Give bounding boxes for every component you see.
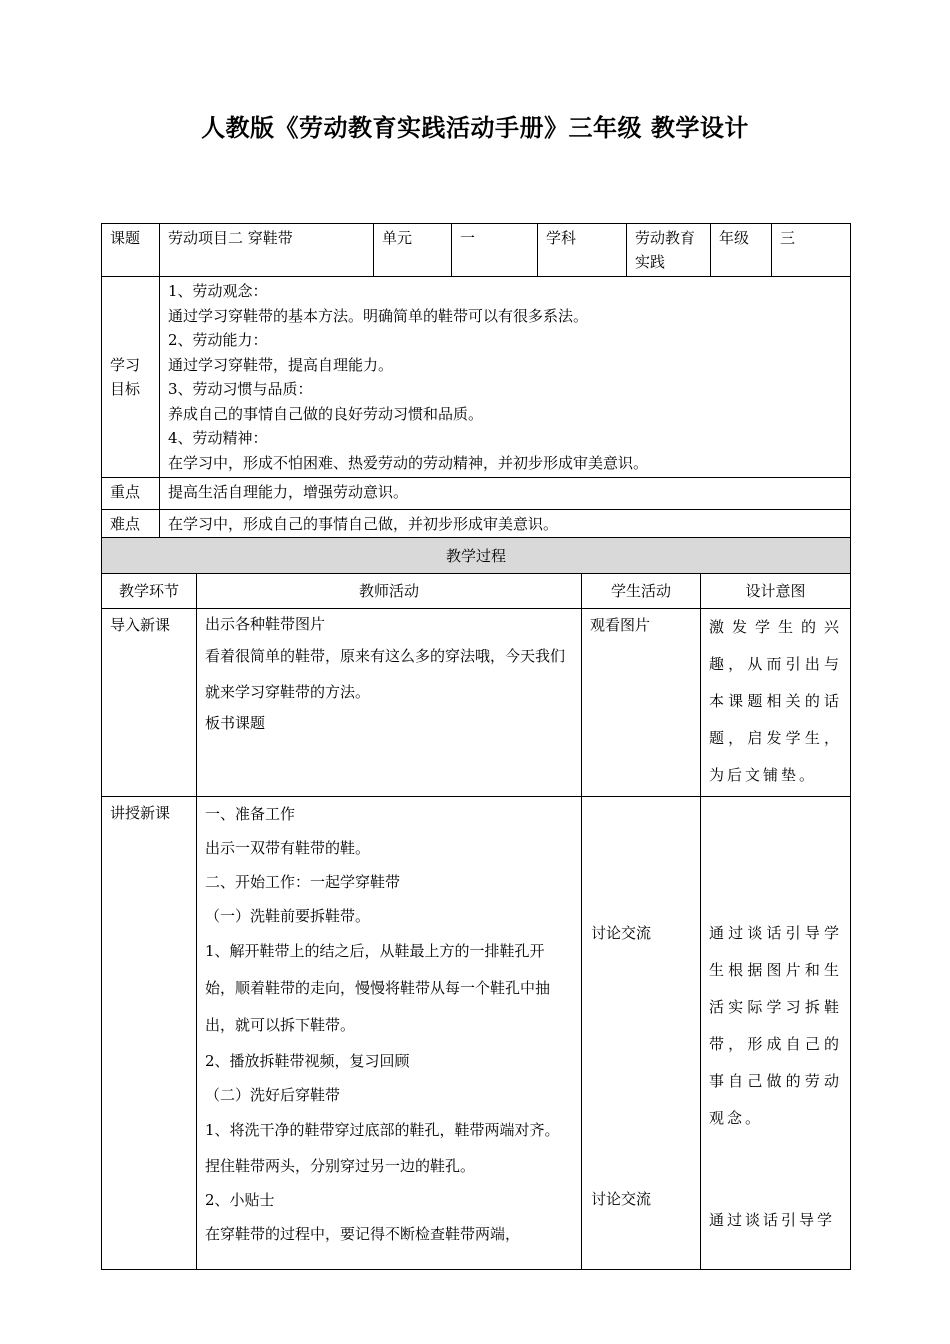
subject-label: 学科 [538, 224, 627, 277]
subject-value: 劳动教育实践 [627, 224, 711, 277]
teacher-line: （一）洗鞋前要拆鞋带。 [205, 907, 371, 925]
teacher-line: 1、解开鞋带上的结之后，从鞋最上方的一排鞋孔开始，顺着鞋带的走向，慢慢将鞋带从每一个鞋孔中抽出，就可以拆下鞋带。 [205, 942, 551, 1034]
goals-line: 通过学习穿鞋带的基本方法。明确简单的鞋带可以有很多系法。 [168, 306, 589, 325]
stage-cell: 导入新课 [102, 609, 197, 797]
teacher-line: （二）洗好后穿鞋带 [205, 1086, 341, 1104]
student-cell [582, 609, 701, 797]
teacher-cell [197, 797, 582, 1270]
column-header: 设计意图 [701, 574, 851, 609]
info-table [101, 223, 851, 541]
difficulty-value: 在学习中，形成自己的事情自己做，并初步形成审美意识。 [160, 510, 851, 541]
process-header: 教学过程 [102, 538, 851, 574]
document-title: 人教版《劳动教育实践活动手册》三年级 教学设计 [201, 113, 749, 142]
teacher-line: 出示一双带有鞋带的鞋。 [205, 839, 371, 857]
teacher-line: 一、准备工作 [205, 805, 296, 823]
grade-value: 三 [772, 224, 851, 277]
intent-text: 通过谈话引导学生根据图片和生活实际学习拆鞋带，形成自己的事自己做的劳动观念。 [709, 924, 843, 1127]
teacher-line: 捏住鞋带两头，分别穿过另一边的鞋孔。 [205, 1157, 476, 1175]
difficulty-label: 难点 [102, 510, 160, 541]
teacher-line: 看着很简单的鞋带，原来有这么多的穿法哦，今天我们就来学习穿鞋带的方法。 [205, 647, 566, 701]
teacher-line: 板书课题 [205, 714, 266, 732]
teacher-line: 1、将洗干净的鞋带穿过底部的鞋孔，鞋带两端对齐。 [205, 1121, 560, 1139]
stage-cell: 讲授新课 [102, 797, 197, 1270]
topic-value: 劳动项目二 穿鞋带 [160, 224, 374, 277]
column-header: 教学环节 [102, 574, 197, 609]
goals-line: 养成自己的事情自己做的良好劳动习惯和品质。 [168, 404, 484, 423]
goals-line: 2、劳动能力： [168, 331, 268, 349]
teacher-line: 2、播放拆鞋带视频，复习回顾 [205, 1052, 410, 1070]
goals-line: 在学习中，形成不怕困难、热爱劳动的劳动精神，并初步形成审美意识。 [168, 453, 649, 472]
intent-text: 通过谈话引导学 [709, 1211, 836, 1229]
unit-label: 单元 [374, 224, 452, 277]
teacher-cell [197, 609, 582, 797]
unit-value: 一 [452, 224, 538, 277]
grade-label: 年级 [711, 224, 772, 277]
intent-cell: 激发学生的兴趣，从而引出与本课题相关的话题，启发学生，为后文铺垫。 [701, 609, 851, 797]
student-line: 讨论交流 [591, 1190, 652, 1208]
key-point-value: 提高生活自理能力，增强劳动意识。 [160, 478, 851, 510]
teacher-line: 出示各种鞋带图片 [205, 615, 326, 633]
key-point-label: 重点 [102, 478, 160, 510]
teacher-line: 二、开始工作：一起学穿鞋带 [205, 873, 401, 891]
student-line: 观看图片 [590, 616, 651, 634]
intent-cell [701, 797, 851, 1270]
teacher-line: 2、小贴士 [205, 1191, 275, 1209]
column-header: 教师活动 [197, 574, 582, 609]
teacher-line: 在穿鞋带的过程中，要记得不断检查鞋带两端， [205, 1225, 521, 1243]
column-header: 学生活动 [582, 574, 701, 609]
goals-label: 学习目标 [102, 277, 160, 478]
goals-line: 4、劳动精神： [168, 429, 268, 447]
goals-line: 1、劳动观念： [168, 282, 268, 300]
goals-line: 通过学习穿鞋带，提高自理能力。 [168, 355, 394, 374]
goals-line: 3、劳动习惯与品质： [168, 380, 313, 398]
topic-label: 课题 [102, 224, 160, 277]
student-cell [582, 797, 701, 1270]
process-table [101, 537, 851, 1270]
student-line: 讨论交流 [591, 924, 652, 942]
goals-content [160, 277, 851, 478]
